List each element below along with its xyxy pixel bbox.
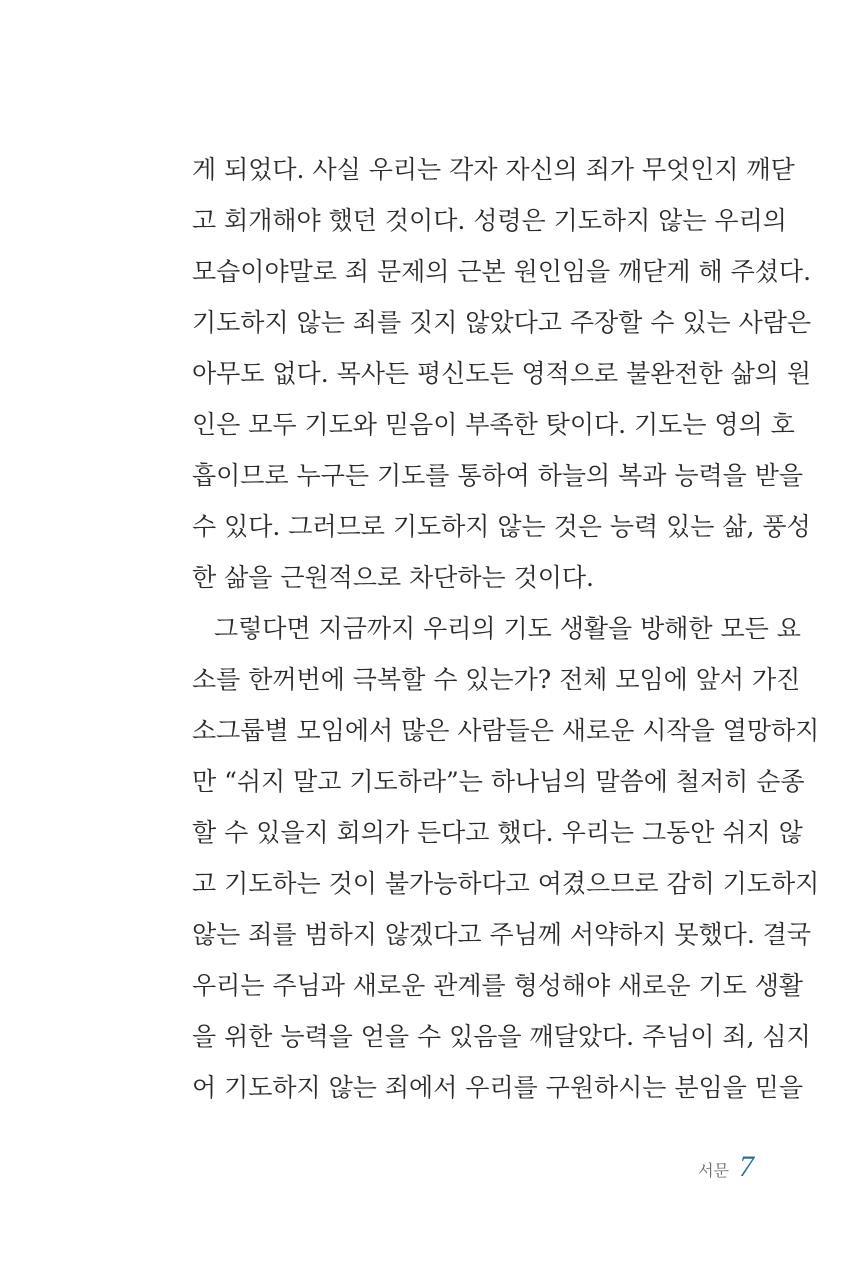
text-line: 고 기도하는 것이 불가능하다고 여겼으므로 감히 기도하지	[192, 869, 820, 898]
text-line: 할 수 있을지 회의가 든다고 했다. 우리는 그동안 쉬지 않	[192, 818, 803, 847]
body-text	[192, 144, 820, 1113]
text-line: 만 “쉬지 말고 기도하라”는 하나님의 말씀에 철저히 순종	[192, 767, 805, 796]
text-line: 어 기도하지 않는 죄에서 우리를 구원하시는 분임을 믿을	[192, 1073, 804, 1102]
text-line: 인은 모두 기도와 믿음이 부족한 탓이다. 기도는 영의 호	[192, 410, 795, 439]
text-line: 게 되었다. 사실 우리는 각자 자신의 죄가 무엇인지 깨닫	[192, 155, 795, 184]
text-line: 우리는 주님과 새로운 관계를 형성해야 새로운 기도 생활	[192, 971, 804, 1000]
paragraph-start-line: 그렇다면 지금까지 우리의 기도 생활을 방해한 모든 요	[214, 614, 801, 643]
text-line: 을 위한 능력을 얻을 수 있음을 깨달았다. 주님이 죄, 심지	[192, 1022, 811, 1051]
section-label: 서문	[698, 1161, 729, 1180]
text-line: 않는 죄를 범하지 않겠다고 주님께 서약하지 못했다. 결국	[192, 920, 812, 949]
page-footer	[698, 1150, 754, 1190]
paragraph-end-line: 한 삶을 근원적으로 차단하는 것이다.	[192, 563, 594, 592]
text-line: 소그룹별 모임에서 많은 사람들은 새로운 시작을 열망하지	[192, 716, 820, 745]
page-number: 7	[739, 1150, 754, 1183]
text-line: 아무도 없다. 목사든 평신도든 영적으로 불완전한 삶의 원	[192, 359, 812, 388]
text-line: 수 있다. 그러므로 기도하지 않는 것은 능력 있는 삶, 풍성	[192, 512, 811, 541]
text-line: 모습이야말로 죄 문제의 근본 원인임을 깨닫게 해 주셨다.	[192, 257, 812, 286]
text-line: 소를 한꺼번에 극복할 수 있는가? 전체 모임에 앞서 가진	[192, 665, 801, 694]
text-line: 고 회개해야 했던 것이다. 성령은 기도하지 않는 우리의	[192, 206, 787, 235]
text-line: 기도하지 않는 죄를 짓지 않았다고 주장할 수 있는 사람은	[192, 308, 812, 337]
text-line: 흡이므로 누구든 기도를 통하여 하늘의 복과 능력을 받을	[192, 461, 804, 490]
